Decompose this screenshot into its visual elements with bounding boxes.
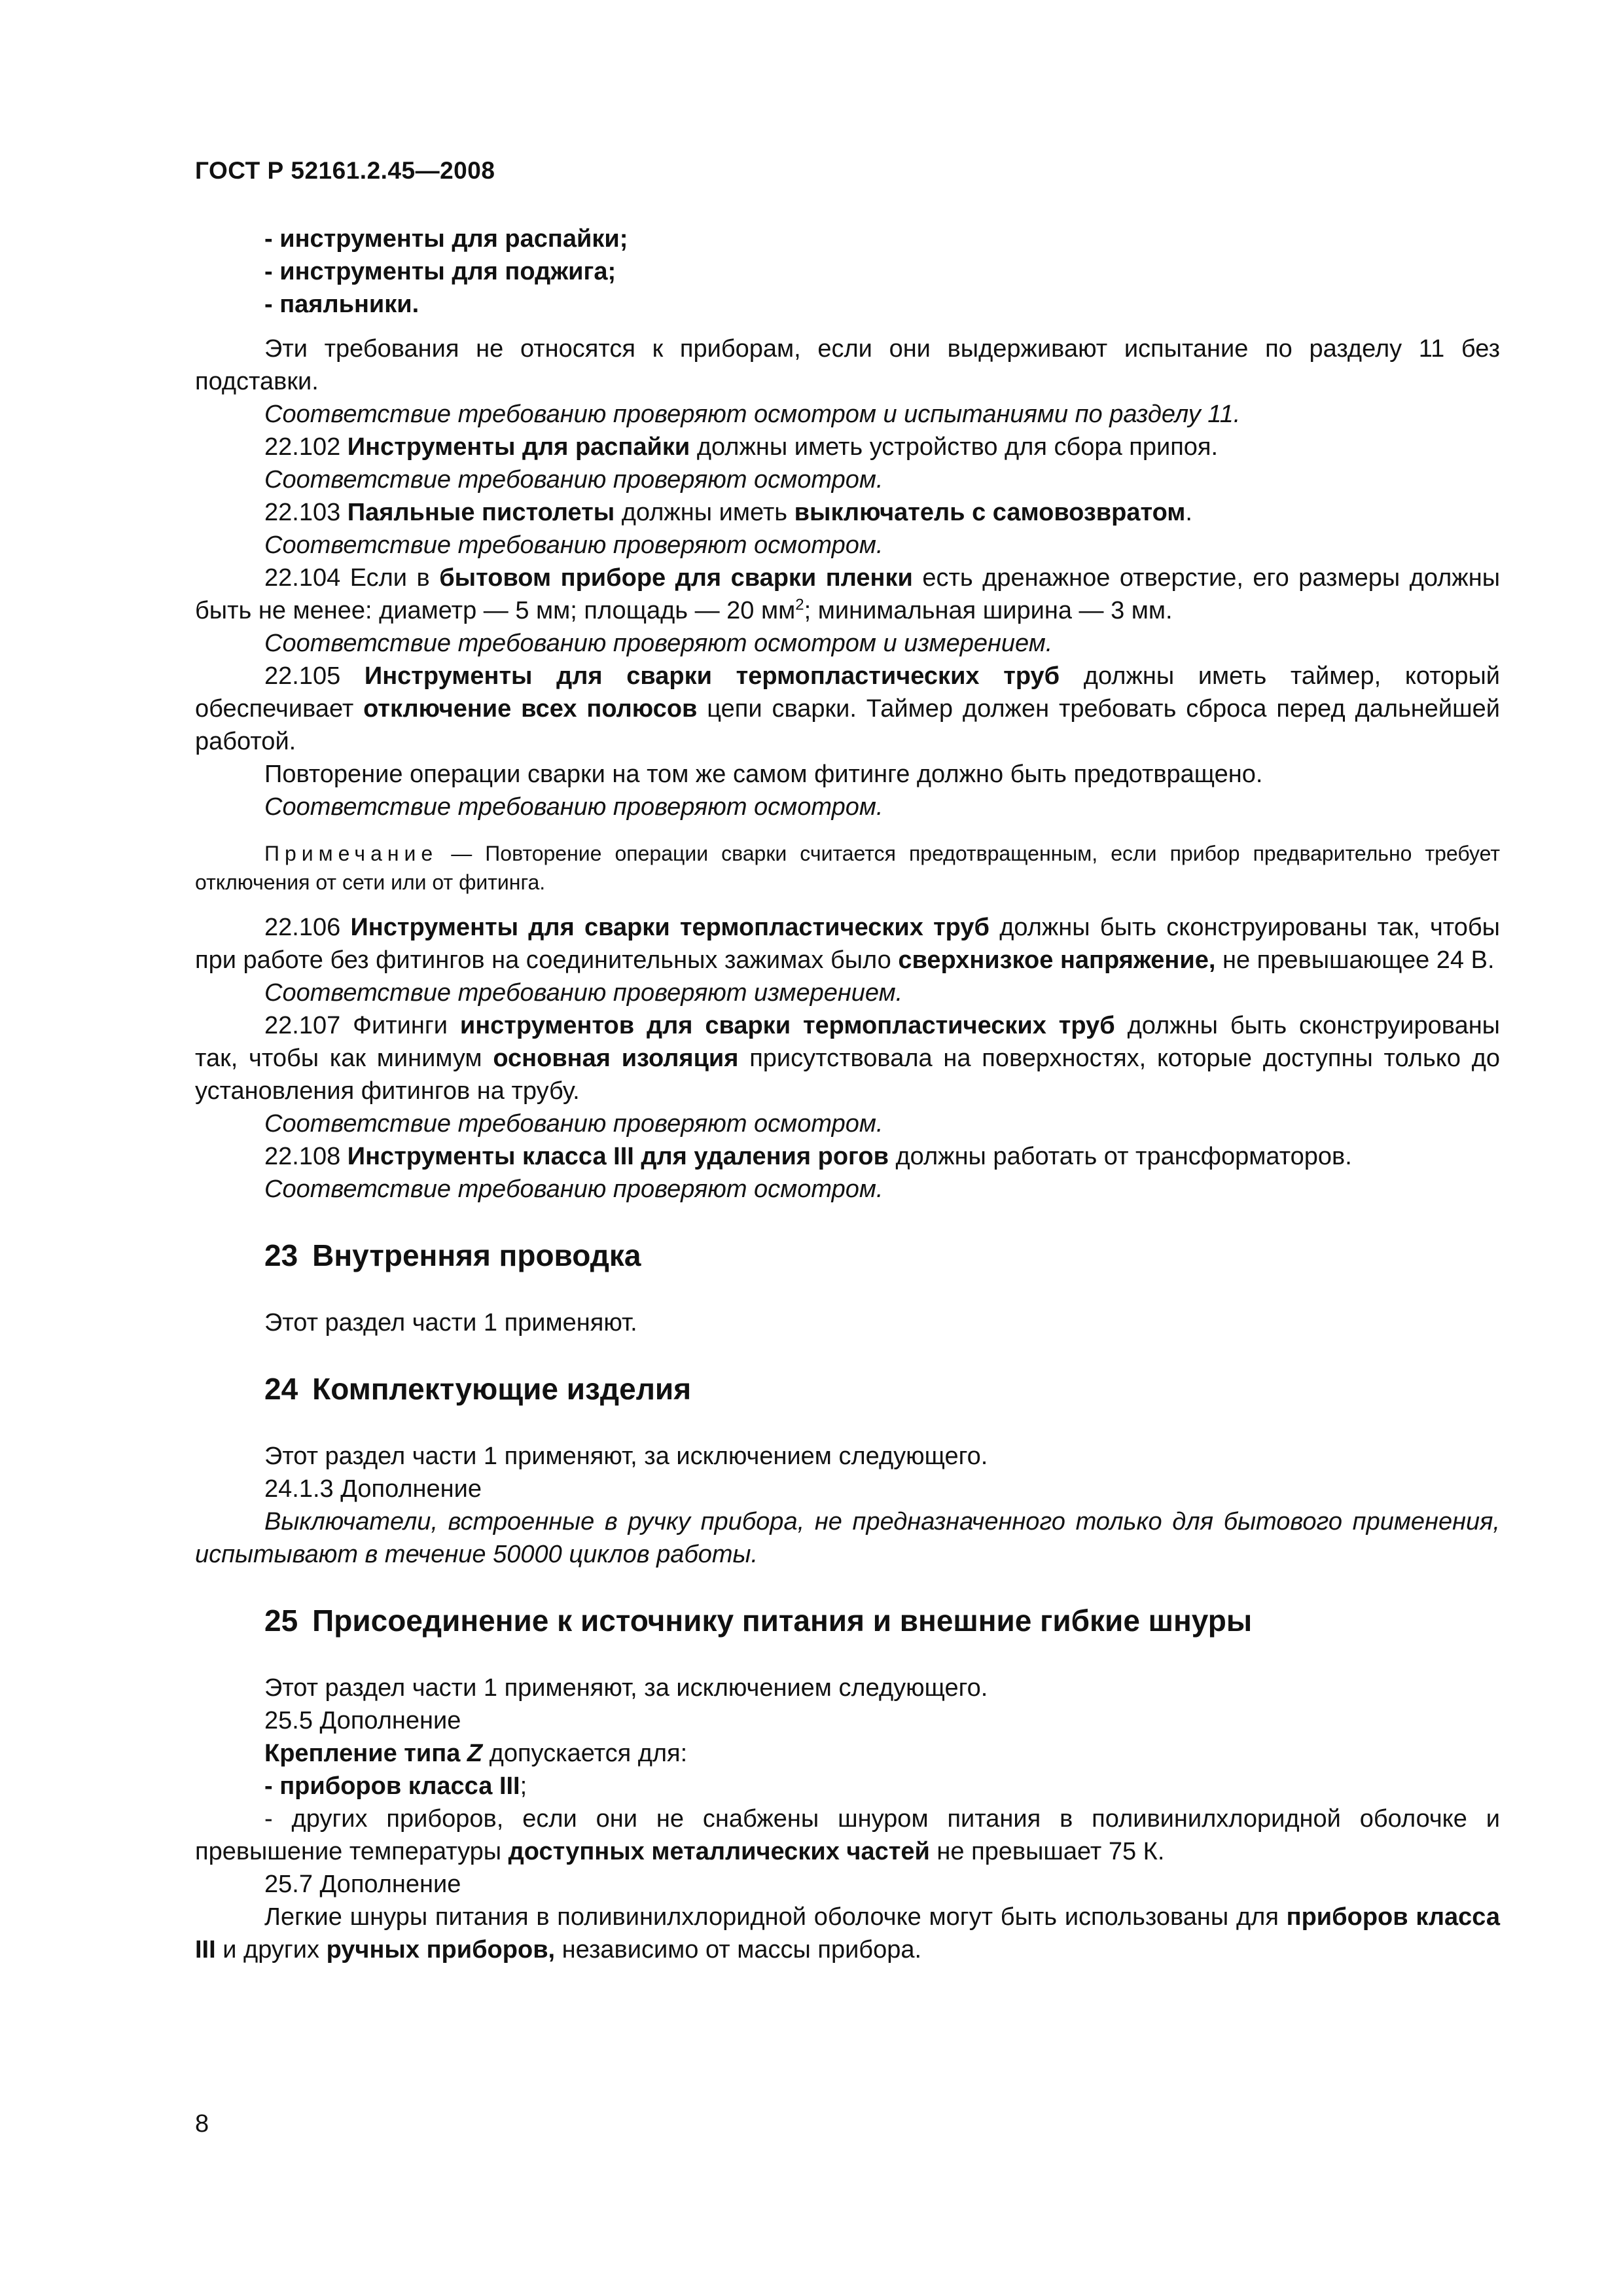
- term: отключение всех полюсов: [363, 695, 698, 723]
- term: выключатель с самовозвратом: [794, 499, 1186, 526]
- term: Инструменты для сварки термопластических труб: [350, 914, 990, 941]
- term: Инструменты для сварки термопластических труб: [364, 662, 1060, 690]
- clause-number: 22.105: [264, 662, 341, 690]
- list-item: [195, 1803, 1500, 1868]
- paragraph-italic: Выключатели, встроенные в ручку прибора, не предназначенного только для бытового применения, испытывают в течение 50000 циклов работы.: [195, 1508, 1500, 1568]
- clause-22-105: [195, 660, 1500, 758]
- clause-text: должны иметь устройство для сбора припоя.: [690, 433, 1219, 461]
- subclause-heading: 25.7 Дополнение: [264, 1871, 461, 1898]
- clause-text: Легкие шнуры питания в поливинилхлоридной оболочке могут быть использованы для: [264, 1903, 1287, 1931]
- compliance-check: Соответствие требованию проверяют осмотром.: [264, 531, 883, 559]
- section-title: Комплектующие изделия: [312, 1372, 692, 1406]
- note: [195, 839, 1500, 897]
- paragraph: Этот раздел части 1 применяют.: [264, 1309, 637, 1336]
- superscript: 2: [795, 596, 804, 614]
- clause-text: и других: [215, 1936, 327, 1964]
- term: Крепление типа: [264, 1740, 467, 1767]
- clause-text: должны быть сконструированы так, чтобы при работе без фитингов на соединительных зажимах было: [195, 914, 1500, 974]
- clause-22-107: [195, 1009, 1500, 1107]
- term: инструментов для сварки термопластических труб: [459, 1012, 1115, 1039]
- subclause-heading: 24.1.3 Дополнение: [264, 1475, 482, 1503]
- document-body: [195, 223, 1500, 1966]
- term: доступных металлических частей: [508, 1838, 930, 1865]
- clause-text: не превышает 75 К.: [929, 1838, 1165, 1865]
- term: Паяльные пистолеты: [347, 499, 615, 526]
- clause-text: должны иметь таймер, который обеспечивает: [195, 662, 1500, 723]
- clause-text: Фитинги: [340, 1012, 460, 1039]
- clause-text: цепи сварки. Таймер должен требовать сброса перед дальнейшей работой.: [195, 695, 1500, 755]
- subclause-heading: 25.5 Дополнение: [264, 1707, 461, 1734]
- compliance-check: Соответствие требованию проверяют осмотром.: [264, 466, 883, 493]
- term: ручных приборов,: [326, 1936, 556, 1964]
- section-title: Внутренняя проводка: [312, 1238, 641, 1272]
- clause-22-108: [195, 1140, 1500, 1173]
- section-number: 25: [264, 1604, 298, 1638]
- paragraph: [195, 1901, 1500, 1966]
- term: основная изоляция: [493, 1045, 739, 1072]
- term: приборов класса III: [195, 1903, 1500, 1964]
- list-item: - инструменты для распайки;: [264, 225, 628, 253]
- clause-text: не превышающее 24 В.: [1215, 946, 1495, 974]
- section-number: 23: [264, 1238, 298, 1272]
- clause-22-106: [195, 911, 1500, 977]
- term: Z: [467, 1740, 483, 1767]
- note-label: Примечание: [264, 842, 438, 865]
- clause-text: Если в: [340, 564, 440, 592]
- clause-text: ;: [520, 1772, 527, 1800]
- note-text: — Повторение операции сварки считается предотвращенным, если прибор предварительно требует отключения от сети или от фитинга.: [195, 842, 1500, 894]
- paragraph: [195, 1737, 1500, 1770]
- term: Инструменты класса III для удаления рогов: [347, 1143, 889, 1170]
- clause-number: 22.106: [264, 914, 341, 941]
- section-heading-23: [264, 1237, 1500, 1274]
- section-title: Присоединение к источнику питания и внешние гибкие шнуры: [312, 1604, 1253, 1638]
- clause-text: независимо от массы прибора.: [555, 1936, 922, 1964]
- list-item: [195, 1770, 1500, 1803]
- term: сверхнизкое напряжение,: [898, 946, 1216, 974]
- compliance-check: Соответствие требованию проверяют осмотром.: [264, 1175, 883, 1203]
- term: Инструменты для распайки: [347, 433, 690, 461]
- clause-text: должны иметь: [615, 499, 794, 526]
- clause-text: - других приборов, если они не снабжены шнуром питания в поливинилхлоридной оболочке и превышение температуры: [195, 1805, 1500, 1865]
- clause-text: допускается для:: [482, 1740, 688, 1767]
- paragraph: Повторение операции сварки на том же самом фитинге должно быть предотвращено.: [264, 761, 1263, 788]
- section-heading-24: [264, 1371, 1500, 1407]
- compliance-check: Соответствие требованию проверяют осмотром.: [264, 793, 883, 821]
- clause-text: должны работать от трансформаторов.: [888, 1143, 1352, 1170]
- term: - приборов класса III: [264, 1772, 520, 1800]
- clause-number: 22.103: [264, 499, 341, 526]
- page-number: 8: [195, 2110, 209, 2138]
- clause-number: 22.104: [264, 564, 341, 592]
- compliance-check: Соответствие требованию проверяют осмотром и испытаниями по разделу 11.: [264, 401, 1241, 428]
- list-item: - инструменты для поджига;: [264, 258, 616, 285]
- list-item: - паяльники.: [264, 291, 419, 318]
- clause-number: 22.102: [264, 433, 341, 461]
- compliance-check: Соответствие требованию проверяют осмотром.: [264, 1110, 883, 1138]
- clause-22-103: [195, 496, 1500, 529]
- paragraph: Этот раздел части 1 применяют, за исключением следующего.: [264, 1443, 988, 1470]
- compliance-check: Соответствие требованию проверяют осмотром и измерением.: [264, 630, 1053, 657]
- term: бытовом приборе для сварки пленки: [439, 564, 913, 592]
- clause-text: есть дренажное отверстие, его размеры должны быть не менее: диаметр — 5 мм; площадь — 20 мм: [195, 564, 1501, 624]
- clause-text: .: [1185, 499, 1192, 526]
- compliance-check: Соответствие требованию проверяют измерением.: [264, 979, 903, 1007]
- clause-text: должны быть сконструированы так, чтобы как минимум: [195, 1012, 1500, 1072]
- section-number: 24: [264, 1372, 298, 1406]
- document-header: ГОСТ Р 52161.2.45—2008: [195, 157, 495, 184]
- section-heading-25: [264, 1602, 1500, 1639]
- paragraph: Этот раздел части 1 применяют, за исключением следующего.: [264, 1674, 988, 1702]
- clause-text: ; минимальная ширина — 3 мм.: [804, 597, 1173, 624]
- clause-number: 22.108: [264, 1143, 341, 1170]
- clause-number: 22.107: [264, 1012, 341, 1039]
- clause-text: присутствовала на поверхностях, которые доступны только до установления фитингов на трубу.: [195, 1045, 1501, 1105]
- clause-22-104: [195, 562, 1500, 627]
- clause-22-102: [195, 431, 1500, 463]
- paragraph-intro: Эти требования не относятся к приборам, если они выдерживают испытание по разделу 11 без подставки.: [195, 335, 1500, 395]
